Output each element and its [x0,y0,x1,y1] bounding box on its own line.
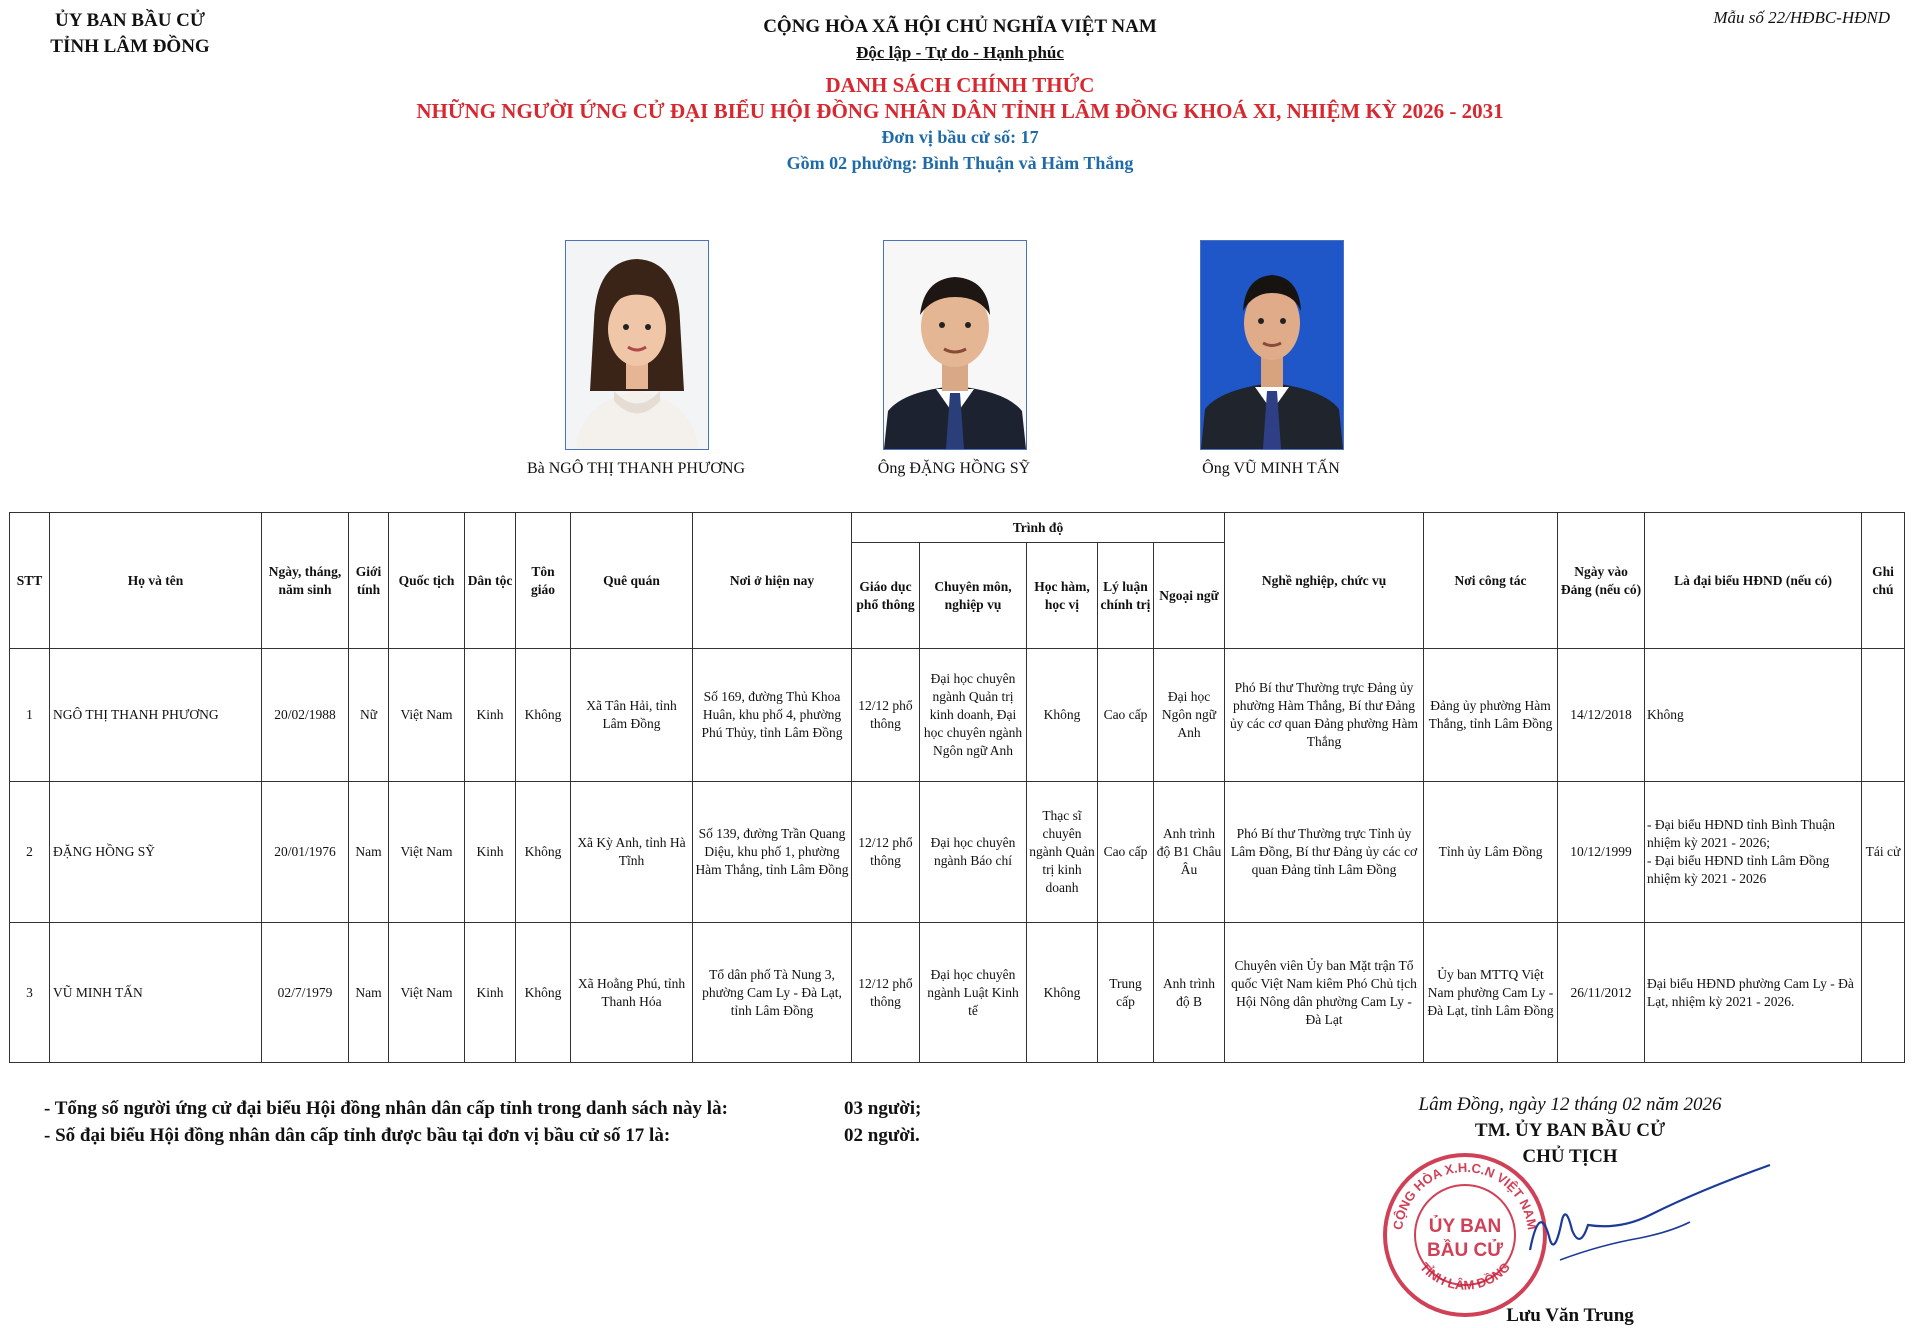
row-occupation: Phó Bí thư Thường trực Đảng ủy phường Hàm Thắng, Bí thư Đảng ủy các cơ quan Đảng phường Hàm Thắng [1225,649,1424,782]
header-specialty: Chuyên môn, nghiệp vụ [920,543,1027,649]
row-ethnicity: Kinh [465,782,516,923]
row-hometown: Xã Hoằng Phú, tỉnh Thanh Hóa [571,923,693,1063]
issuing-committee [20,8,240,60]
header-nationality: Quốc tịch [389,513,465,649]
row-delegate: - Đại biểu HĐND tỉnh Bình Thuận nhiệm kỳ 2021 - 2026; - Đại biểu HĐND tỉnh Lâm Đồng nhiệm kỳ 2021 - 2026 [1645,782,1862,923]
header-education-group: Trình độ [852,513,1225,543]
svg-text:TỈNH LÂM ĐỒNG [1417,1259,1513,1292]
row-ethnicity: Kinh [465,649,516,782]
row-note [1862,923,1905,1063]
row-workplace: Tỉnh ủy Lâm Đồng [1424,782,1558,923]
sign-title: CHỦ TỊCH [1522,1146,1618,1167]
row-language: Đại học Ngôn ngữ Anh [1154,649,1225,782]
row-specialty: Đại học chuyên ngành Luật Kinh tế [920,923,1027,1063]
row-gender: Nam [349,782,389,923]
row-occupation: Chuyên viên Ủy ban Mặt trận Tổ quốc Việt Nam kiêm Phó Chủ tịch Hội Nông dân phường Cam Ly - Đà Lạt [1225,923,1424,1063]
stamp-bottom-text: TỈNH LÂM ĐỒNG [1417,1259,1513,1293]
header-workplace: Nơi công tác [1424,513,1558,649]
header-language: Ngoại ngữ [1154,543,1225,649]
summary-total-value: 03 người; [844,1098,922,1119]
committee-line2: TỈNH LÂM ĐỒNG [50,36,210,57]
row-delegate: Đại biểu HĐND phường Cam Ly - Đà Lạt, nhiệm kỳ 2021 - 2026. [1645,923,1862,1063]
row-name: ĐẶNG HỒNG SỸ [50,782,262,923]
candidate-photo-3 [1200,240,1344,450]
row-dob: 20/02/1988 [262,649,349,782]
portrait-woman-icon [566,241,708,449]
row-political: Cao cấp [1098,782,1154,923]
row-specialty: Đại học chuyên ngành Báo chí [920,782,1027,923]
row-hometown: Xã Tân Hải, tỉnh Lâm Đồng [571,649,693,782]
form-number: Mẫu số 22/HĐBC-HĐND [1713,8,1890,27]
row-name: NGÔ THỊ THANH PHƯƠNG [50,649,262,782]
row-hometown: Xã Kỳ Anh, tỉnh Hà Tĩnh [571,782,693,923]
row-delegate: Không [1645,649,1862,782]
summary-seats-label: - Số đại biểu Hội đồng nhân dân cấp tỉnh được bầu tại đơn vị bầu cử số 17 là: [44,1125,671,1146]
row-stt: 1 [10,649,50,782]
header-occupation: Nghề nghiệp, chức vụ [1225,513,1424,649]
header-academic: Học hàm, học vị [1027,543,1098,649]
summary [44,1095,922,1149]
row-nationality: Việt Nam [389,649,465,782]
header-hometown: Quê quán [571,513,693,649]
row-gender: Nữ [349,649,389,782]
candidate-photo-1 [565,240,709,450]
portrait-man-icon [1201,241,1343,449]
table-row [10,649,1905,782]
row-general-edu: 12/12 phổ thông [852,923,920,1063]
row-workplace: Đảng ủy phường Hàm Thắng, tỉnh Lâm Đồng [1424,649,1558,782]
wards: Gồm 02 phường: Bình Thuận và Hàm Thắng [786,153,1134,173]
sign-on-behalf: TM. ỦY BAN BẦU CỬ [1474,1120,1666,1141]
row-party-date: 10/12/1999 [1558,782,1645,923]
header-gender: Giới tính [349,513,389,649]
electoral-unit: Đơn vị bầu cử số: 17 [881,127,1039,147]
row-residence: Tổ dân phố Tà Nung 3, phường Cam Ly - Đà Lạt, tỉnh Lâm Đồng [693,923,852,1063]
header-dob: Ngày, tháng, năm sinh [262,513,349,649]
row-political: Cao cấp [1098,649,1154,782]
row-academic: Thạc sĩ chuyên ngành Quản trị kinh doanh [1027,782,1098,923]
header-religion: Tôn giáo [516,513,571,649]
title-line2: NHỮNG NGƯỜI ỨNG CỬ ĐẠI BIỂU HỘI ĐỒNG NHÂN DÂN TỈNH LÂM ĐỒNG KHOÁ XI, NHIỆM KỲ 2026 - 2031 [416,99,1504,123]
header-political: Lý luận chính trị [1098,543,1154,649]
row-workplace: Ủy ban MTTQ Việt Nam phường Cam Ly - Đà Lạt, tỉnh Lâm Đồng [1424,923,1558,1063]
motto: Độc lập - Tự do - Hạnh phúc [856,43,1064,62]
row-general-edu: 12/12 phổ thông [852,782,920,923]
row-ethnicity: Kinh [465,923,516,1063]
header-residence: Nơi ở hiện nay [693,513,852,649]
stamp-center-line1: ỦY BAN [1428,1216,1502,1237]
row-note: Tái cử [1862,782,1905,923]
row-religion: Không [516,649,571,782]
summary-total-label: - Tổng số người ứng cử đại biểu Hội đồng nhân dân cấp tỉnh trong danh sách này là: [44,1098,728,1119]
national-header [600,14,1320,66]
header-general-edu: Giáo dục phổ thông [852,543,920,649]
table-row [10,782,1905,923]
header-stt: STT [10,513,50,649]
committee-line1: ỦY BAN BẦU CỬ [54,10,206,31]
photo-caption-3: Ông VŨ MINH TẤN [1202,460,1340,477]
row-political: Trung cấp [1098,923,1154,1063]
row-party-date: 26/11/2012 [1558,923,1645,1063]
stamp-outer-text: CỘNG HÒA X.H.C.N VIỆT NAM [1390,1159,1540,1231]
title-line1: DANH SÁCH CHÍNH THỨC [825,73,1095,97]
table-row [10,923,1905,1063]
header-name: Họ và tên [50,513,262,649]
stamp-center-line2: BẦU CỬ [1427,1240,1503,1261]
row-nationality: Việt Nam [389,782,465,923]
row-general-edu: 12/12 phổ thông [852,649,920,782]
row-residence: Số 169, đường Thủ Khoa Huân, khu phố 4, phường Phú Thủy, tỉnh Lâm Đồng [693,649,852,782]
row-language: Anh trình độ B [1154,923,1225,1063]
row-gender: Nam [349,923,389,1063]
header-ethnicity: Dân tộc [465,513,516,649]
candidate-photo-2 [883,240,1027,450]
row-language: Anh trình độ B1 Châu Âu [1154,782,1225,923]
header-delegate: Là đại biểu HĐND (nếu có) [1645,513,1862,649]
photo-caption-2: Ông ĐẶNG HỒNG SỸ [877,460,1031,477]
portrait-man-icon [884,241,1026,449]
row-academic: Không [1027,649,1098,782]
row-occupation: Phó Bí thư Thường trực Tỉnh ủy Lâm Đồng, Bí thư Đảng ủy các cơ quan Đảng tỉnh Lâm Đồng [1225,782,1424,923]
handwritten-signature [1500,1160,1780,1270]
row-nationality: Việt Nam [389,923,465,1063]
header-party-date: Ngày vào Đảng (nếu có) [1558,513,1645,649]
row-note [1862,649,1905,782]
photo-caption-1: Bà NGÔ THỊ THANH PHƯƠNG [526,460,746,477]
summary-seats-value: 02 người. [844,1125,920,1146]
row-dob: 02/7/1979 [262,923,349,1063]
row-academic: Không [1027,923,1098,1063]
candidate-table [9,512,1905,1063]
row-party-date: 14/12/2018 [1558,649,1645,782]
header-note: Ghi chú [1862,513,1905,649]
row-residence: Số 139, đường Trần Quang Diệu, khu phố 1, phường Hàm Thắng, tỉnh Lâm Đồng [693,782,852,923]
signer-name: Lưu Văn Trung [1506,1305,1634,1326]
document-title [300,72,1620,176]
row-stt: 2 [10,782,50,923]
sign-date: Lâm Đồng, ngày 12 tháng 02 năm 2026 [1418,1094,1722,1115]
row-religion: Không [516,782,571,923]
row-specialty: Đại học chuyên ngành Quản trị kinh doanh, Đại học chuyên ngành Ngôn ngữ Anh [920,649,1027,782]
row-stt: 3 [10,923,50,1063]
row-religion: Không [516,923,571,1063]
nation-name: CỘNG HÒA XÃ HỘI CHỦ NGHĨA VIỆT NAM [763,16,1157,37]
row-name: VŨ MINH TẤN [50,923,262,1063]
row-dob: 20/01/1976 [262,782,349,923]
